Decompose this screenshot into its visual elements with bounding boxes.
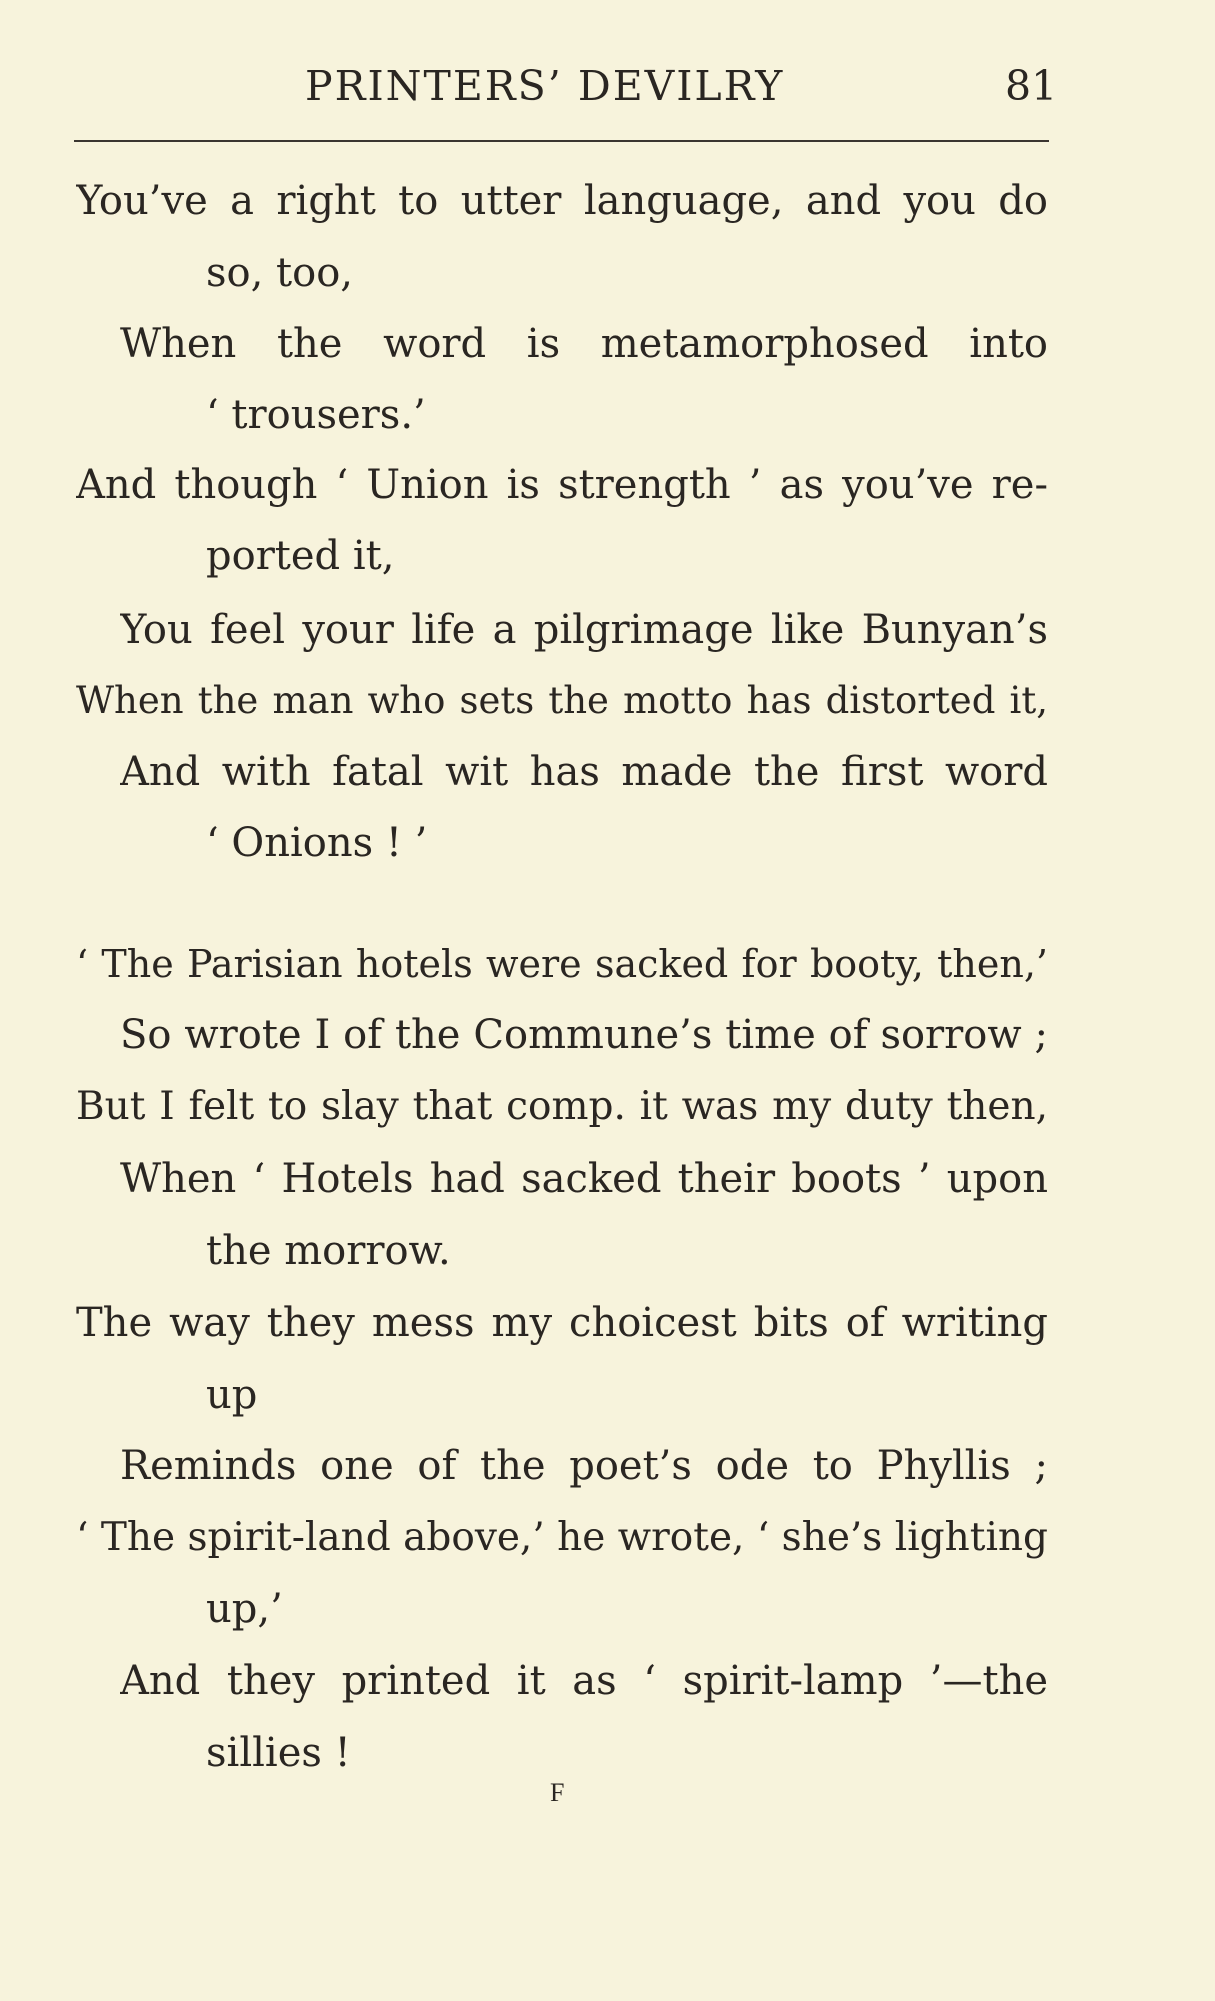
verse-line: When the word is metamorphosed into [120, 321, 1048, 367]
verse-line: And with fatal wit has made the first word [120, 749, 1048, 795]
signature-mark: F [550, 1778, 565, 1807]
running-head-title: PRINTERS’ DEVILRY [305, 62, 785, 110]
verse-line: So wrote I of the Commune’s time of sorrow ; [120, 1012, 1048, 1058]
verse-line: And though ‘ Union is strength ’ as you’ve re- [76, 462, 1048, 508]
header-rule [74, 140, 1049, 142]
verse-line: ‘ The spirit-land above,’ he wrote, ‘ she’s lighting [76, 1515, 1048, 1560]
verse-line: the morrow. [206, 1228, 451, 1274]
verse-line: up [206, 1372, 258, 1418]
verse-line: sillies ! [206, 1730, 351, 1776]
verse-line: When the man who sets the motto has distorted it, [76, 679, 1048, 722]
verse-line: The way they mess my choicest bits of writing [76, 1300, 1048, 1346]
verse-line: ‘ The Parisian hotels were sacked for booty, then,’ [76, 942, 1048, 986]
verse-line: so, too, [206, 250, 353, 296]
verse-line: up,’ [206, 1586, 283, 1632]
verse-line: And they printed it as ‘ spirit-lamp ’—the [120, 1658, 1048, 1704]
verse-line: ‘ Onions ! ’ [206, 820, 428, 866]
verse-line: ‘ trousers.’ [206, 392, 426, 438]
verse-line: But I felt to slay that comp. it was my duty then, [76, 1084, 1048, 1129]
verse-line: When ‘ Hotels had sacked their boots ’ upon [120, 1156, 1048, 1202]
verse-line: You’ve a right to utter language, and you do [76, 178, 1048, 224]
verse-line: ported it, [206, 533, 395, 579]
verse-line: Reminds one of the poet’s ode to Phyllis ; [120, 1443, 1048, 1489]
verse-line: You feel your life a pilgrimage like Bunyan’s [120, 607, 1048, 653]
page-number: 81 [1005, 62, 1058, 110]
